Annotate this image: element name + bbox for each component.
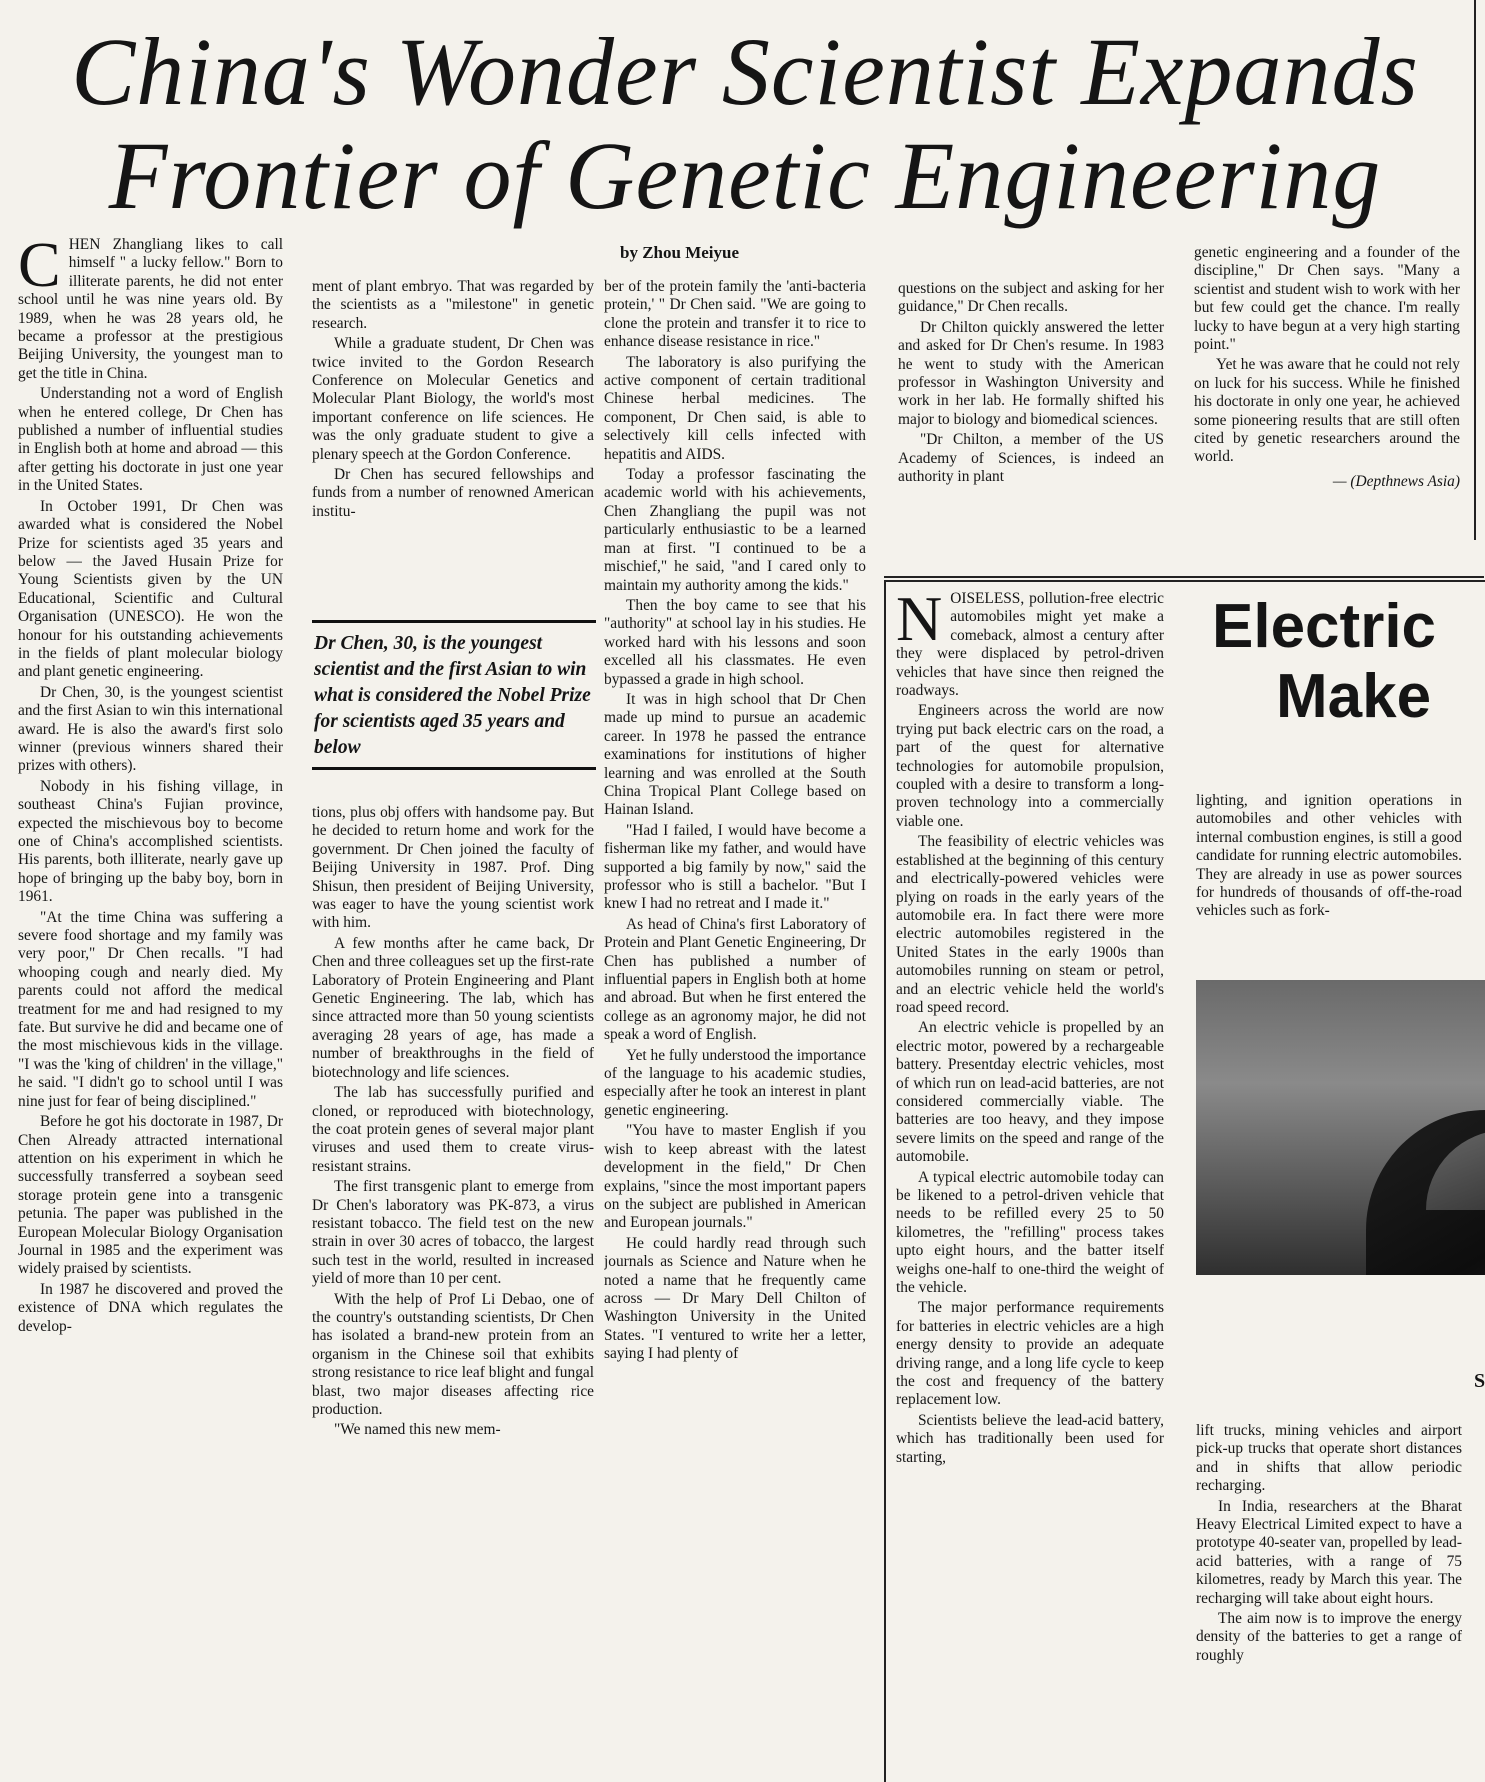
paragraph: CHEN Zhangliang likes to call himself " a lucky fellow." Born to illiterate parents, he did not enter school until he was nine years old. By 1989, when he was 28 years old, he became a professor at the prestigious Beijing University, the youngest man to get the title in China. xyxy=(18,236,283,382)
paragraph: In October 1991, Dr Chen was awarded what is considered the Nobel Prize for scientists aged 35 years and below — the Javed Husain Prize for Young Scientists given by the UN Educational, Scientific and Cultural Organisation (UNESCO). He won the honour for his outstanding achievements in the fields of plant molecular biology and plant genetic engineering. xyxy=(18,497,283,681)
dropcap: C xyxy=(18,236,61,300)
paragraph: In 1987 he discovered and proved the existence of DNA which regulates the develop- xyxy=(18,1280,283,1335)
paragraph: genetic engineering and a founder of the discipline," Dr Chen says. "Many a scientist and student wish to work with her but few could get the chance. I'm really lucky to have begun at a very high starting point." xyxy=(1194,244,1460,354)
paragraph: The first transgenic plant to emerge from Dr Chen's laboratory was PK-873, a virus resistant tobacco. The field test on the new strain in over 30 acres of tobacco, the largest such test in the world, resulted in increased yield of more than 10 per cent. xyxy=(312,1178,594,1288)
pull-quote: Dr Chen, 30, is the youngest scientist and the first Asian to win what is considered the Nobel Prize for scientists aged 35 years and below xyxy=(312,620,596,770)
electric-headline-line1: Electric xyxy=(1212,592,1437,661)
photo-caption-fragment: S xyxy=(1474,1370,1485,1392)
paragraph: lighting, and ignition operations in automobiles and other vehicles with internal combustion engines, is still a good candidate for running electric automobiles. They are already in use as power sources for hundreds of thousands of off-the-road vehicles such as fork- xyxy=(1196,792,1462,920)
paragraph: Then the boy came to see that his "authority" at school lay in his studies. He worked hard with his lessons and soon excelled all his classmates. He even bypassed a grade in high school. xyxy=(604,596,866,688)
headline-line1: China's Wonder Scientist Expands xyxy=(71,18,1419,125)
dropcap: N xyxy=(896,590,943,654)
paragraph: Dr Chen, 30, is the youngest scientist and the first Asian to win this international award. He is also the award's first solo winner (previous winners shared their prizes with others). xyxy=(18,683,283,775)
box-rule-bottom xyxy=(884,576,1484,578)
article-column-2-top xyxy=(312,278,594,608)
paragraph: Before he got his doctorate in 1987, Dr Chen Already attracted international attention on his experiment in which he successfully transferred a soybean seed storage protein gene into a transgenic petunia. The paper was published in the European Molecular Biology Organisation Journal in 1985 and the experiment was widely praised by scientists. xyxy=(18,1113,283,1278)
paragraph: A typical electric automobile today can be likened to a petrol-driven vehicle that needs to be refilled every 25 to 50 kilometres, the "refilling" process takes upto eight hours, and the batter itself weighs one-half to one-third the weight of the vehicle. xyxy=(896,1168,1164,1297)
paragraph: The feasibility of electric vehicles was established at the beginning of this century and electrically-powered vehicles were plying on roads in the early years of the automobile era. In fact there were more electric automobiles registered in the United States in the early 1900s than automobiles running on steam or petrol, and an electric vehicle held the world's road speed record. xyxy=(896,833,1164,1016)
paragraph: Today a professor fascinating the academic world with his achievements, Chen Zhangliang the pupil was not particularly enthusiastic to be a learned man at first. "I continued to be a mischief," he said, "and I cared only to maintain my authority among the kids." xyxy=(604,466,866,594)
paragraph: Scientists believe the lead-acid battery, which has traditionally been used for starting, xyxy=(896,1411,1164,1466)
paragraph: The laboratory is also purifying the active component of certain traditional Chinese herbal medicines. The component, Dr Chen said, is able to selectively kill cells infected with hepatitis and AIDS. xyxy=(604,353,866,463)
paragraph: NOISELESS, pollution-free electric automobiles might yet make a comeback, almost a century after they were displaced by petrol-driven vehicles that have since then reigned the roadways. xyxy=(896,590,1164,700)
paragraph: Engineers across the world are now trying put back electric cars on the road, a part of the quest for alternative technologies for automobile propulsion, coupled with a desire to transform a long-proven technology into a commercially viable one. xyxy=(896,702,1164,830)
paragraph: "At the time China was suffering a severe food shortage and my family was very poor," Dr Chen recalls. "I had whooping cough and nearly died. My parents could not afford the medical treatment for me and had resigned to my fate. But survive he did and became one of the most mischievous kids in the village. "I was the 'king of children' in the village," he said. "I didn't go to school until I was nine just for fear of being disciplined." xyxy=(18,908,283,1110)
paragraph: "We named this new mem- xyxy=(334,1421,501,1439)
paragraph: With the help of Prof Li Debao, one of the country's outstanding scientists, Dr Chen has isolated a brand-new protein from an organism in the Chinese soil that exhibits strong resistance to rice leaf blight and fungal blast, two major diseases affecting rice production. xyxy=(312,1290,594,1418)
credit: — (Depthnews Asia) xyxy=(1332,472,1460,490)
electric-column-right-bottom xyxy=(1196,1422,1462,1756)
paragraph: It was in high school that Dr Chen made up mind to pursue an academic career. In 1978 he passed the entrance examinations for institutions of higher learning and was enrolled at the South China Tropical Plant College based on Hainan Island. xyxy=(604,690,866,819)
paragraph: "Had I failed, I would have become a fisherman like my father, and would have supported a big family by now," said the professor who is still a bachelor. "But I knew I had no retreat and I made it." xyxy=(604,821,866,913)
paragraph: "Dr Chilton, a member of the US Academy of Sciences, is indeed an authority in plant xyxy=(898,431,1164,486)
paragraph: A few months after he came back, Dr Chen and three colleagues set up the first-rate Laboratory of Protein Engineering and Plant Genetic Engineering. The lab, which has since attracted more than 50 young scientists averaging 28 years of age, has made a number of breakthroughs in the field of biotechnology and life sciences. xyxy=(312,934,594,1081)
article-column-1 xyxy=(18,236,283,1756)
paragraph: ment of plant embryo. That was regarded by the scientists as a "milestone" in genetic research. xyxy=(312,278,594,332)
paragraph: tions, plus obj offers with handsome pay. But he decided to return home and work for the government. Dr Chen joined the faculty of Beijing University in 1987. Prof. Ding Shisun, then president of Beijing University, was eager to have the young scientist work with him. xyxy=(312,804,594,932)
paragraph: The major performance requirements for batteries in electric vehicles are a high energy density to provide an adequate driving range, and a long life cycle to keep the cost and frequency of the battery replacement low. xyxy=(896,1299,1164,1409)
paragraph: Dr Chen has secured fellowships and funds from a number of renowned American institu- xyxy=(312,466,594,520)
byline: by Zhou Meiyue xyxy=(620,243,740,262)
article-column-5-top xyxy=(1194,244,1460,574)
headline xyxy=(30,20,1460,228)
paragraph: He could hardly read through such journals as Science and Nature when he noted a name that he frequently came across — Dr Mary Dell Chilton of Washington University in the United States. "I ventured to write her a letter, saying I had plenty of xyxy=(604,1234,866,1363)
paragraph: lift trucks, mining vehicles and airport pick-up trucks that operate short distances and in shifts that allow periodic recharging. xyxy=(1196,1422,1462,1495)
headline-line2: Frontier of Genetic Engineering xyxy=(108,122,1382,229)
paragraph: Nobody in his fishing village, in southeast China's Fujian province, expected the mischievous boy to become one of China's accomplished scientists. His parents, both illiterate, nearly gave up hope of bringing up the baby boy, born in 1961. xyxy=(18,777,283,906)
electric-column-left xyxy=(896,590,1164,1756)
electric-column-right-top xyxy=(1196,792,1462,968)
paragraph: In India, researchers at the Bharat Heavy Electrical Limited expect to have a prototype 40-seater van, propelled by lead-acid batteries, with a range of 75 kilometres, ready by March this year. The recharging will take about eight hours. xyxy=(1196,1497,1462,1607)
paragraph: As head of China's first Laboratory of Protein and Plant Genetic Engineering, Dr Chen has published a number of influential papers in English both at home and abroad. But when he first entered the college as an agronomy major, he did not speak a word of English. xyxy=(604,915,866,1044)
electric-car-photo xyxy=(1196,980,1485,1275)
article-column-3 xyxy=(604,278,866,1756)
article-column-2-bottom xyxy=(312,804,594,1754)
paragraph: Understanding not a word of English when he entered college, Dr Chen has published a number of influential studies in English both at home and abroad — this after getting his doctorate in just one year in the United States. xyxy=(18,385,283,495)
paragraph: An electric vehicle is propelled by an electric motor, powered by a rechargeable battery. Presentday electric vehicles, most of which run on lead-acid batteries, are not considered commercially viable. The batteries are too heavy, and they impose severe limits on the speed and range of the automobile. xyxy=(896,1019,1164,1166)
paragraph: ber of the protein family the 'anti-bacteria protein,' " Dr Chen said. "We are going to clone the protein and transfer it to rice to enhance disease resistance in rice." xyxy=(604,278,866,351)
electric-headline-line2: Make xyxy=(1276,662,1432,731)
article-column-4-top xyxy=(898,280,1164,570)
paragraph: Yet he fully understood the importance of the language to his academic studies, especially after he took an interest in plant genetic engineering. xyxy=(604,1046,866,1119)
paragraph: Yet he was aware that he could not rely on luck for his success. While he finished his doctorate in only one year, he achieved some pioneering results that are still often cited by genetic researchers around the world. xyxy=(1194,356,1460,466)
paragraph: questions on the subject and asking for her guidance," Dr Chen recalls. xyxy=(898,280,1164,316)
paragraph: "You have to master English if you wish to keep abreast with the latest development in the field," Dr Chen explains, "since the most important papers on the subject are published in American and European journals." xyxy=(604,1122,866,1232)
paragraph: The lab has successfully purified and cloned, or reproduced with biotechnology, the coat protein genes of several major plant viruses and used them to create virus-resistant strains. xyxy=(312,1084,594,1175)
paragraph: While a graduate student, Dr Chen was twice invited to the Gordon Research Conference on Molecular Genetics and Molecular Plant Biology, the world's most important conference on life sciences. He was the only graduate student to give a plenary speech at the Gordon Conference. xyxy=(312,335,594,463)
paragraph: Dr Chilton quickly answered the letter and asked for Dr Chen's resume. In 1983 he went to study with the American professor in Washington University and work in her lab. He formally shifted his major to biology and biomedical sciences. xyxy=(898,318,1164,428)
box-rule-right xyxy=(1474,0,1476,540)
paragraph: The aim now is to improve the energy density of the batteries to get a range of roughly xyxy=(1196,1610,1462,1664)
